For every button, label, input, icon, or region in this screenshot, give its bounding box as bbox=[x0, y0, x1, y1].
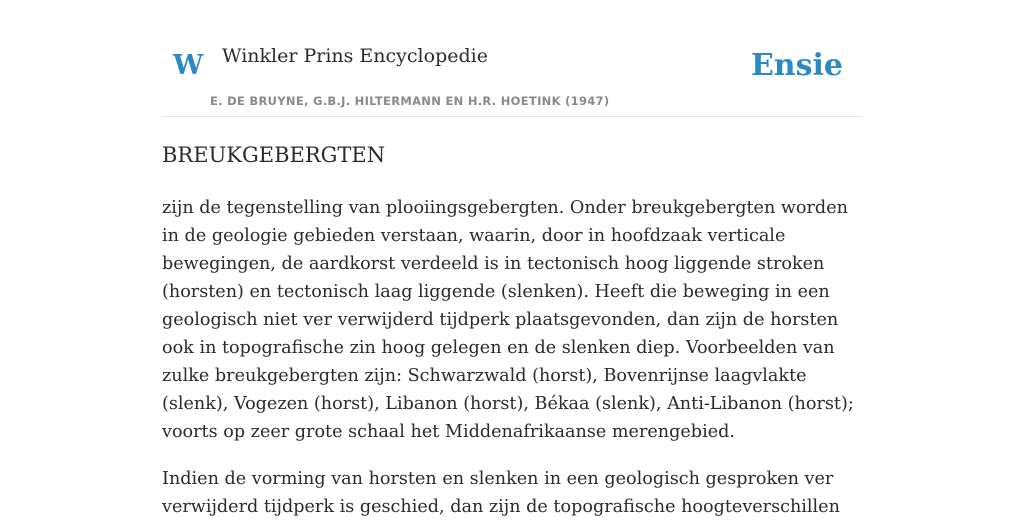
page bbox=[162, 0, 862, 521]
site-title[interactable]: Winkler Prins Encyclopedie bbox=[222, 45, 488, 67]
article-paragraph: Indien de vorming van horsten en slenken in een geologisch gesproken ver verwijderd tijdperk is geschied, dan zijn de topografische hoogteverschillen bbox=[162, 469, 840, 518]
site-header bbox=[162, 0, 862, 117]
article-body bbox=[162, 194, 862, 521]
ensie-brand-link[interactable]: Ensie bbox=[750, 48, 843, 83]
article-paragraph: zijn de tegenstelling van plooiingsgebergten. Onder breukgebergten worden in de geologie gebieden verstaan, waarin, door in hoofdzaak verticale bewegingen, de aardkorst verdeeld is in tectonisch hoog liggende stroken (horsten) en tectonisch laag liggende (slenken). Heeft die beweging in een geologisch niet ver verwijderd tijdperk plaatsgevonden, dan zijn de horsten ook in topografische zin hoog gelegen en de slenken diep. Voorbeelden van zulke breukgebergten zijn: Schwarzwald (horst), Bovenrijnse laagvlakte (slenk), Vogezen (horst), Libanon (horst), Békaa (slenk), Anti-Libanon (horst); voorts op zeer grote schaal het Middenafrikaanse merengebied. bbox=[162, 198, 854, 443]
article-headword: BREUKGEBERGTEN bbox=[162, 143, 386, 167]
authors-line: E. DE BRUYNE, G.B.J. HILTERMANN EN H.R. HOETINK (1947) bbox=[210, 94, 610, 108]
winkler-prins-logo-icon[interactable]: W bbox=[173, 50, 204, 81]
